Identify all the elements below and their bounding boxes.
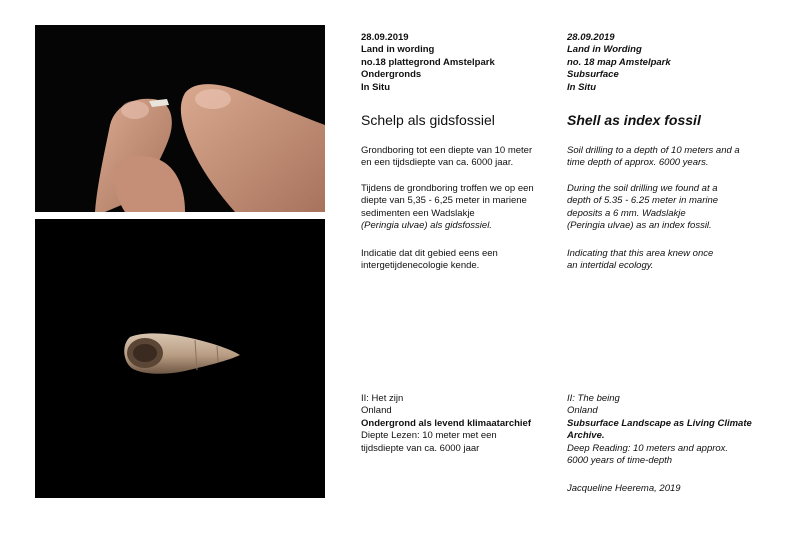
section-text-line: Diepte Lezen: 10 meter met een bbox=[361, 430, 497, 442]
section-heading: Ondergrond als levend klimaatarchief bbox=[361, 417, 531, 429]
situation-text: In Situ bbox=[361, 81, 391, 93]
section-number: II: The being bbox=[567, 393, 620, 404]
text-line: Tijdens de grondboring troffen we op een bbox=[361, 183, 534, 194]
text-line: sedimenten een Wadslakje bbox=[361, 207, 475, 219]
map-text: no.18 plattegrond Amstelpark bbox=[361, 56, 495, 68]
text-line: time depth of approx. 6000 years. bbox=[567, 157, 709, 169]
photo-shell-closeup bbox=[35, 219, 325, 498]
section-text-line: Deep Reading: 10 meters and approx. bbox=[567, 442, 729, 454]
fingers-shell-illustration bbox=[35, 25, 325, 212]
dutch-title: Schelp als gidsfossiel bbox=[361, 112, 495, 128]
text-line: (Peringia ulvae) as an index fossil. bbox=[567, 220, 712, 232]
project-text: Land in wording bbox=[361, 44, 435, 56]
section-place: Onland bbox=[361, 405, 392, 417]
dutch-paragraph-2 bbox=[361, 183, 561, 233]
text-line: Grondboring tot een diepte van 10 meter bbox=[361, 145, 533, 156]
english-section bbox=[567, 393, 772, 467]
author-credit: Jacqueline Heerema, 2019 bbox=[567, 483, 681, 494]
english-title: Shell as index fossil bbox=[567, 112, 701, 128]
text-line: deposits a 6 mm. Wadslakje bbox=[567, 207, 686, 219]
dutch-paragraph-1 bbox=[361, 145, 561, 170]
section-place: Onland bbox=[567, 405, 598, 417]
text-line: an intertidal ecology. bbox=[567, 260, 654, 272]
layer-text: Ondergronds bbox=[361, 69, 422, 81]
map-text: no. 18 map Amstelpark bbox=[567, 56, 671, 68]
text-line: During the soil drilling we found at a bbox=[567, 183, 718, 194]
situation-text: In Situ bbox=[567, 81, 597, 93]
section-text-line: tijdsdiepte van ca. 6000 jaar bbox=[361, 442, 480, 454]
photo-fingers-holding-shell bbox=[35, 25, 325, 212]
text-line: Indicatie dat dit gebied eens een bbox=[361, 248, 498, 259]
section-text-line: 6000 years of time-depth bbox=[567, 455, 673, 467]
english-paragraph-2 bbox=[567, 183, 772, 233]
text-line: (Peringia ulvae) als gidsfossiel. bbox=[361, 220, 492, 232]
english-paragraph-1 bbox=[567, 145, 772, 170]
dutch-section bbox=[361, 393, 561, 455]
date-text: 28.09.2019 bbox=[567, 32, 615, 43]
section-heading-line: Archive. bbox=[567, 430, 605, 442]
text-line: en een tijdsdiepte van ca. 6000 jaar. bbox=[361, 157, 514, 169]
layer-text: Subsurface bbox=[567, 69, 619, 81]
dutch-paragraph-3 bbox=[361, 248, 561, 273]
date-text: 28.09.2019 bbox=[361, 32, 409, 43]
text-line: diepte van 5,35 - 6,25 meter in mariene bbox=[361, 195, 527, 207]
text-line: depth of 5.35 - 6.25 meter in marine bbox=[567, 195, 719, 207]
project-text: Land in Wording bbox=[567, 44, 642, 56]
section-heading-line: Subsurface Landscape as Living Climate bbox=[567, 417, 752, 429]
english-paragraph-3 bbox=[567, 248, 772, 273]
text-line: intergetijdenecologie kende. bbox=[361, 260, 480, 272]
english-meta-block bbox=[567, 32, 772, 94]
text-line: Indicating that this area knew once bbox=[567, 248, 714, 259]
dutch-meta-block bbox=[361, 32, 561, 94]
section-number: II: Het zijn bbox=[361, 393, 404, 404]
shell-illustration bbox=[35, 219, 325, 498]
text-line: Soil drilling to a depth of 10 meters and a bbox=[567, 145, 740, 156]
